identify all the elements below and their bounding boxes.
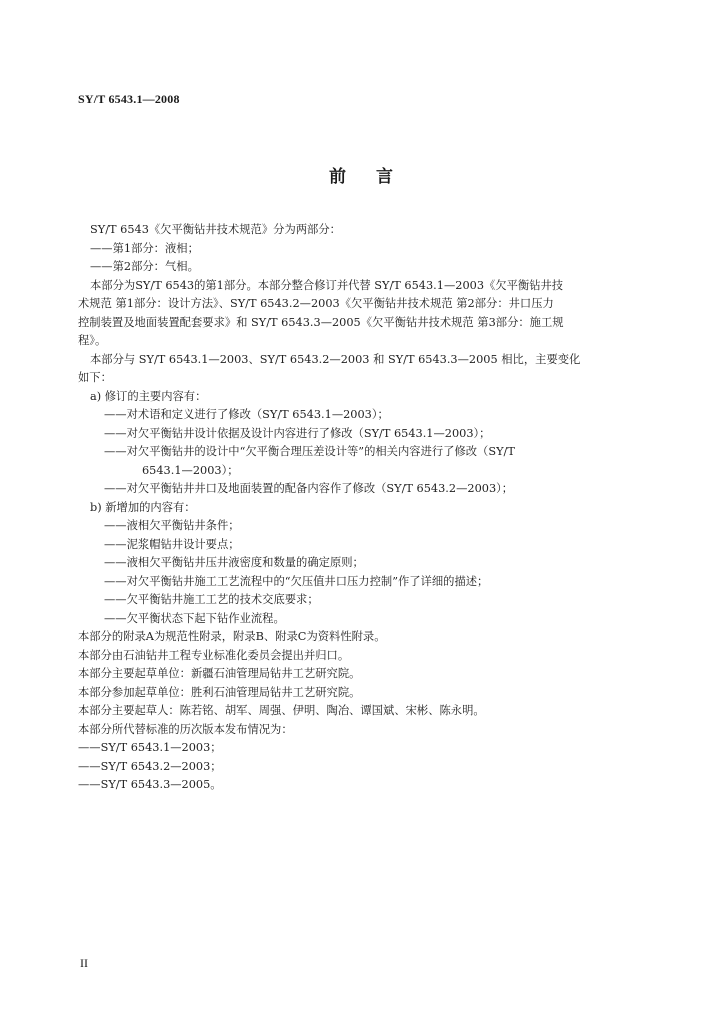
page-number: II	[80, 956, 88, 970]
history-item-3: ——SY/T 6543.3—2005。	[78, 778, 222, 791]
list-heading-revised: a) 修订的主要内容有：	[90, 389, 207, 403]
paragraph-changes-line-2: 如下：	[78, 371, 112, 384]
paragraph-replacement-line-4: 程》。	[78, 334, 107, 347]
history-item-2: ——SY/T 6543.2—2003；	[78, 759, 222, 773]
list-item-added-5: ——欠平衡钻井施工工艺的技术交底要求；	[104, 593, 319, 606]
list-item-revised-2: ——对欠平衡钻井设计依据及设计内容进行了修改（SY/T 6543.1—2003）；	[104, 426, 491, 440]
list-item-added-1: ——液相欠平衡钻井条件；	[104, 519, 240, 532]
list-item-part-2: ——第2部分：气相。	[90, 260, 199, 273]
page-title: 前言	[329, 167, 423, 187]
paragraph-replacement-line-1: 本部分为SY/T 6543的第1部分。本部分整合修订并代替 SY/T 6543.1—2003《欠平衡钻井技	[90, 278, 564, 292]
paragraph-participating-unit: 本部分参加起草单位：胜利石油管理局钻井工艺研究院。	[78, 685, 361, 699]
list-item-added-3: ——液相欠平衡钻井压井液密度和数量的确定原则；	[104, 556, 364, 569]
foreword-body	[78, 221, 640, 795]
paragraph-main-drafter-unit: 本部分主要起草单位：新疆石油管理局钻井工艺研究院。	[78, 667, 361, 680]
paragraph-changes-line-1: 本部分与 SY/T 6543.1—2003、SY/T 6543.2—2003 和 SY/T 6543.3—2005 相比，主要变化	[90, 352, 581, 366]
list-item-revised-3-line-2: 6543.1—2003）；	[142, 463, 239, 477]
document-identifier: SY/T 6543.1—2008	[78, 92, 180, 106]
paragraph-history: 本部分所代替标准的历次版本发布情况为：	[78, 722, 293, 736]
paragraph-drafters: 本部分主要起草人：陈若铭、胡军、周强、伊明、陶冶、谭国斌、宋彬、陈永明。	[78, 704, 485, 717]
paragraph-replacement-line-2: 术规范 第1部分：设计方法》、SY/T 6543.2—2003《欠平衡钻井技术规范 第2部分：井口压力	[78, 297, 554, 310]
list-item-added-2: ——泥浆帽钻井设计要点；	[104, 537, 240, 551]
paragraph-replacement-line-3: 控制装置及地面装置配套要求》和 SY/T 6543.3—2005《欠平衡钻井技术规范 第3部分：施工规	[78, 315, 564, 329]
list-item-added-6: ——欠平衡状态下起下钻作业流程。	[104, 611, 285, 625]
list-item-part-1: ——第1部分：液相；	[90, 241, 199, 255]
list-item-added-4: ——对欠平衡钻井施工工艺流程中的“欠压值井口压力控制”作了详细的描述；	[104, 574, 489, 588]
list-item-revised-3-line-1: ——对欠平衡钻井的设计中“欠平衡合理压差设计等”的相关内容进行了修改（SY/T	[104, 445, 515, 458]
list-item-revised-1: ——对术语和定义进行了修改（SY/T 6543.1—2003）；	[104, 408, 389, 421]
list-item-revised-4: ——对欠平衡钻井井口及地面装置的配备内容作了修改（SY/T 6543.2—2003）；	[104, 482, 514, 495]
paragraph-standard-intro: SY/T 6543《欠平衡钻井技术规范》分为两部分：	[90, 223, 341, 236]
paragraph-proposer: 本部分由石油钻井工程专业标准化委员会提出并归口。	[78, 648, 350, 662]
paragraph-appendix: 本部分的附录A为规范性附录，附录B、附录C为资料性附录。	[78, 630, 386, 643]
history-item-1: ——SY/T 6543.1—2003；	[78, 741, 222, 754]
list-heading-added: b) 新增加的内容有：	[90, 500, 196, 514]
